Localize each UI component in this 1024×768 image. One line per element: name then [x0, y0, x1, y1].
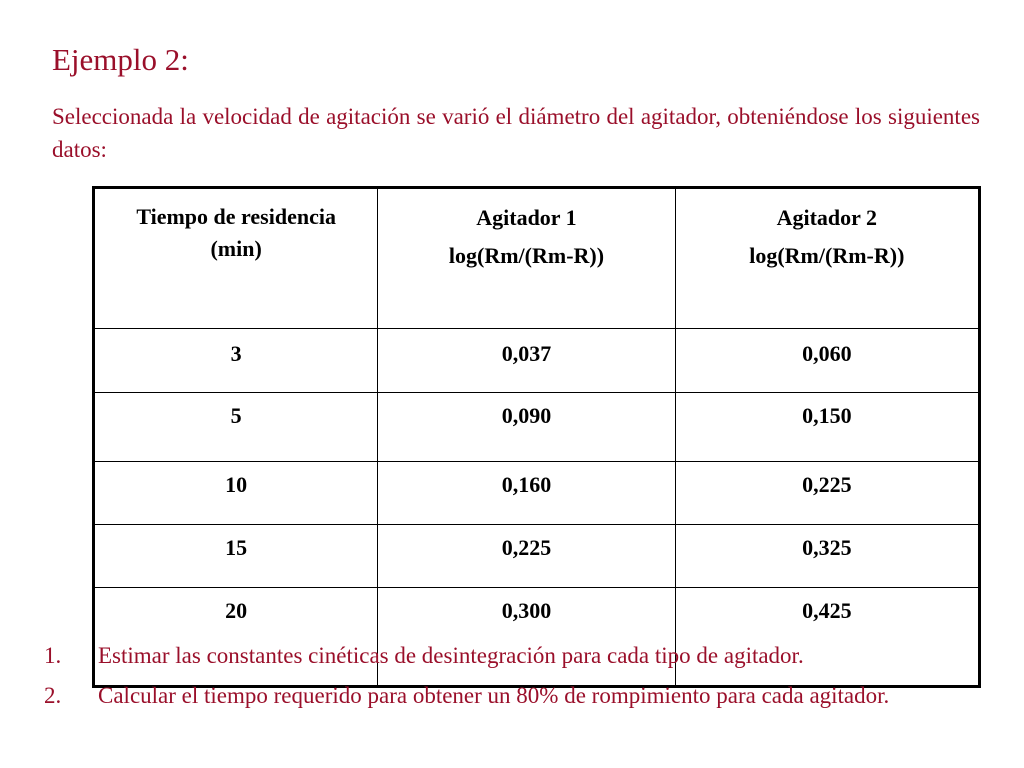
- cell-agitator-1: 0,090: [378, 393, 675, 462]
- header-label: Tiempo de residencia: [136, 204, 336, 229]
- cell-time: 5: [94, 393, 378, 462]
- cell-time: 3: [94, 329, 378, 393]
- cell-agitator-1: 0,160: [378, 462, 675, 525]
- task-list: [44, 640, 984, 720]
- table-row: [94, 525, 980, 588]
- task-item: [44, 680, 984, 712]
- header-label: Agitador 2: [776, 205, 878, 230]
- header-agitator-1: [378, 188, 675, 329]
- header-formula: log(Rm/(Rm-R)): [448, 243, 605, 268]
- header-agitator-2: [675, 188, 979, 329]
- task-text: Estimar las constantes cinéticas de desintegración para cada tipo de agitador.: [98, 643, 804, 668]
- header-label: Agitador 1: [476, 205, 577, 230]
- cell-time: 20: [94, 588, 378, 687]
- task-text: Calcular el tiempo requerido para obtener un 80% de rompimiento para cada agitador.: [98, 683, 890, 708]
- intro-paragraph: Seleccionada la velocidad de agitación se varió el diámetro del agitador, obteniéndose los siguientes datos:: [52, 104, 980, 162]
- cell-time: 10: [94, 462, 378, 525]
- cell-agitator-1: 0,037: [378, 329, 675, 393]
- task-number: 2.: [44, 683, 62, 708]
- cell-agitator-2: 0,425: [675, 588, 979, 687]
- cell-agitator-2: 0,325: [675, 525, 979, 588]
- header-unit: (min): [210, 236, 262, 261]
- table-row: [94, 393, 980, 462]
- task-item: [44, 640, 984, 672]
- table-row: [94, 329, 980, 393]
- cell-time: 15: [94, 525, 378, 588]
- slide-title: Ejemplo 2:: [52, 42, 189, 77]
- data-table: [92, 186, 981, 688]
- header-residence-time: [94, 188, 378, 329]
- task-number: 1.: [44, 643, 62, 668]
- cell-agitator-2: 0,060: [675, 329, 979, 393]
- cell-agitator-2: 0,225: [675, 462, 979, 525]
- cell-agitator-2: 0,150: [675, 393, 979, 462]
- cell-agitator-1: 0,300: [378, 588, 675, 687]
- cell-agitator-1: 0,225: [378, 525, 675, 588]
- table-row: [94, 462, 980, 525]
- header-formula: log(Rm/(Rm-R)): [749, 243, 905, 268]
- table-header-row: [94, 188, 980, 329]
